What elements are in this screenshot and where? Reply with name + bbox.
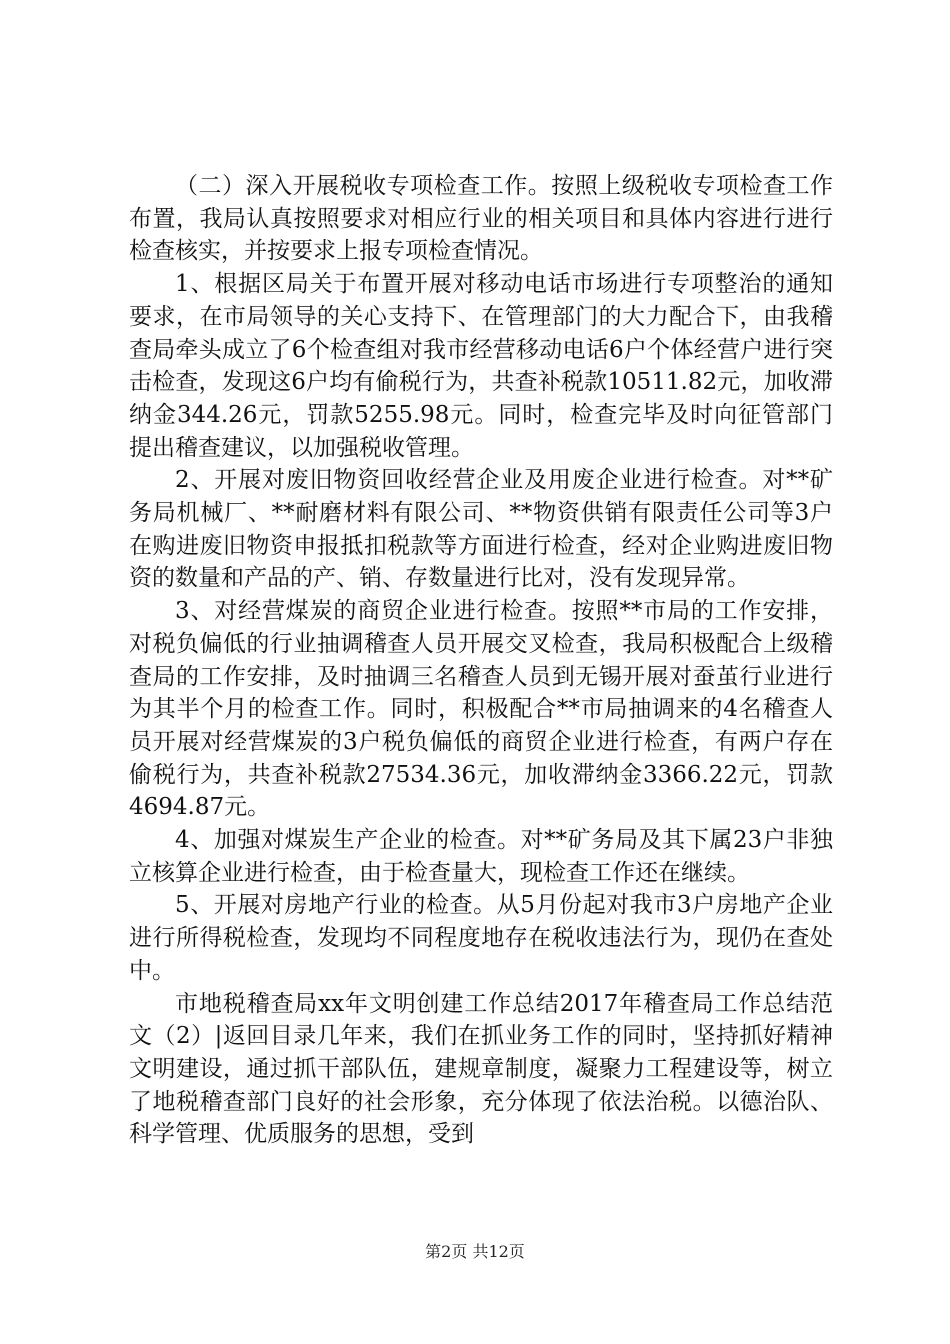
paragraph-item-2-scrap-materials: 2、开展对废旧物资回收经营企业及用废企业进行检查。对**矿务局机械厂、**耐磨材料有限公司、**物资供销有限责任公司等3户在购进废旧物资申报抵扣税款等方面进行检查，经对企业购进废旧物资的数量和产品的产、销、存数量进行比对，没有发现异常。 — [129, 467, 833, 592]
paragraph-civilization-summary: 市地税稽查局xx年文明创建工作总结2017年稽查局工作总结范文（2）|返回目录几年来，我们在抓业务工作的同时，坚持抓好精神文明建设，通过抓干部队伍，建规章制度，凝聚力工程建设等，树立了地税稽查部门良好的社会形象，充分体现了依法治税。以德治队、科学管理、优质服务的思想，受到 — [129, 990, 833, 1148]
paragraph-item-3-coal-trade: 3、对经营煤炭的商贸企业进行检查。按照**市局的工作安排，对税负偏低的行业抽调稽查人员开展交叉检查，我局积极配合上级稽查局的工作安排，及时抽调三名稽查人员到无锡开展对蚕茧行业进行为其半个月的检查工作。同时，积极配合**市局抽调来的4名稽查人员开展对经营煤炭的3户税负偏低的商贸企业进行检查，有两户存在偷税行为，共查补税款27534.36元，加收滞纳金3366.22元，罚款4694.87元。 — [129, 598, 833, 821]
page-number-footer: 第2页 共12页 — [425, 1242, 525, 1261]
paragraph-item-4-coal-production: 4、加强对煤炭生产企业的检查。对**矿务局及其下属23户非独立核算企业进行检查，由于检查量大，现检查工作还在继续。 — [129, 827, 833, 886]
paragraph-special-inspection: （二）深入开展税收专项检查工作。按照上级税收专项检查工作布置，我局认真按照要求对相应行业的相关项目和具体内容进行进行检查核实，并按要求上报专项检查情况。 — [129, 173, 833, 265]
document-body — [129, 170, 833, 1151]
paragraph-item-5-real-estate: 5、开展对房地产行业的检查。从5月份起对我市3户房地产企业进行所得税检查，发现均不同程度地存在税收违法行为，现仍在查处中。 — [129, 892, 833, 984]
paragraph-item-1-mobile-phone: 1、根据区局关于布置开展对移动电话市场进行专项整治的通知要求，在市局领导的关心支持下、在管理部门的大力配合下，由我稽查局牵头成立了6个检查组对我市经营移动电话6户个体经营户进行突击检查，发现这6户均有偷税行为，共查补税款10511.82元，加收滞纳金344.26元，罚款5255.98元。同时，检查完毕及时向征管部门提出稽查建议，以加强税收管理。 — [129, 271, 833, 461]
